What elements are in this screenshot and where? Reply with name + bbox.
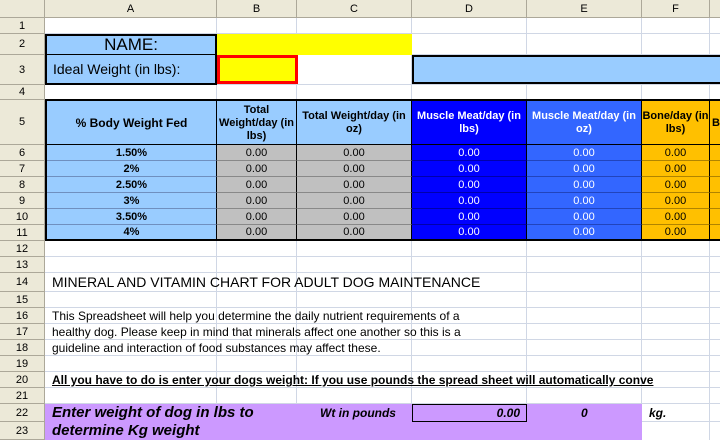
- row-header-7[interactable]: 7: [0, 161, 45, 177]
- bone-lbs-cell[interactable]: 0.00: [642, 161, 710, 177]
- total-oz-cell[interactable]: 0.00: [297, 161, 412, 177]
- row-header-19[interactable]: 19: [0, 356, 45, 372]
- header-muscle-meat-oz[interactable]: Muscle Meat/day (in oz): [527, 101, 642, 145]
- muscle-lbs-cell[interactable]: 0.00: [412, 161, 527, 177]
- ideal-weight-label: Ideal Weight (in lbs):: [53, 61, 181, 77]
- total-lbs-cell[interactable]: 0.00: [217, 193, 297, 209]
- total-oz-cell[interactable]: 0.00: [297, 209, 412, 225]
- instruction-text[interactable]: All you have to do is enter your dogs weight: If you use pounds the spread sheet will automatically conve: [52, 373, 654, 387]
- percent-cell[interactable]: 2.50%: [47, 177, 217, 193]
- ideal-weight-input-cell[interactable]: [217, 55, 298, 84]
- total-lbs-cell[interactable]: 0.00: [217, 225, 297, 239]
- muscle-oz-cell[interactable]: 0.00: [527, 193, 642, 209]
- header-percent-body-weight[interactable]: % Body Weight Fed: [47, 101, 217, 145]
- table-row: [47, 145, 720, 161]
- header-next-partial[interactable]: B: [710, 101, 720, 145]
- row-header-2[interactable]: 2: [0, 34, 45, 55]
- converter-line-1[interactable]: Enter weight of dog in lbs to: [52, 404, 254, 421]
- total-lbs-cell[interactable]: 0.00: [217, 145, 297, 161]
- percent-cell[interactable]: 3.50%: [47, 209, 217, 225]
- row-header-14[interactable]: 14: [0, 273, 45, 292]
- row-header-18[interactable]: 18: [0, 340, 45, 356]
- percent-cell[interactable]: 2%: [47, 161, 217, 177]
- column-header-c[interactable]: C: [297, 0, 412, 18]
- description-line-3[interactable]: guideline and interaction of food substances may affect these.: [52, 341, 381, 355]
- table-row: [47, 209, 720, 225]
- wt-in-pounds-label: Wt in pounds: [320, 406, 396, 420]
- row-header-4[interactable]: 4: [0, 85, 45, 100]
- muscle-lbs-cell[interactable]: 0.00: [412, 193, 527, 209]
- muscle-oz-cell[interactable]: 0.00: [527, 161, 642, 177]
- column-header-a[interactable]: A: [45, 0, 217, 18]
- kg-label: kg.: [649, 406, 667, 420]
- row-header-9[interactable]: 9: [0, 193, 45, 209]
- column-header-b[interactable]: B: [217, 0, 297, 18]
- row-header-1[interactable]: 1: [0, 18, 45, 34]
- bone-lbs-cell[interactable]: 0.00: [642, 177, 710, 193]
- header-bone-lbs[interactable]: Bone/day (in lbs): [642, 101, 710, 145]
- ideal-weight-label-cell[interactable]: [45, 55, 217, 85]
- converter-line-2[interactable]: determine Kg weight: [52, 422, 200, 439]
- total-oz-cell[interactable]: 0.00: [297, 145, 412, 161]
- partial-cell[interactable]: [710, 225, 720, 239]
- row-header-13[interactable]: 13: [0, 257, 45, 273]
- table-row: [47, 225, 720, 239]
- table-row: [47, 193, 720, 209]
- percent-cell[interactable]: 1.50%: [47, 145, 217, 161]
- percent-cell[interactable]: 4%: [47, 225, 217, 239]
- partial-cell[interactable]: [710, 177, 720, 193]
- chart-title[interactable]: MINERAL AND VITAMIN CHART FOR ADULT DOG MAINTENANCE: [52, 274, 481, 290]
- table-row: [47, 177, 720, 193]
- row-header-6[interactable]: 6: [0, 145, 45, 161]
- total-oz-cell[interactable]: 0.00: [297, 177, 412, 193]
- header-total-weight-oz[interactable]: Total Weight/day (in oz): [297, 101, 412, 145]
- bone-lbs-cell[interactable]: 0.00: [642, 145, 710, 161]
- total-lbs-cell[interactable]: 0.00: [217, 177, 297, 193]
- name-label-cell[interactable]: [45, 34, 217, 55]
- muscle-lbs-cell[interactable]: 0.00: [412, 225, 527, 239]
- muscle-oz-cell[interactable]: 0.00: [527, 209, 642, 225]
- total-lbs-cell[interactable]: 0.00: [217, 209, 297, 225]
- column-header-g[interactable]: [710, 0, 720, 18]
- description-line-1[interactable]: This Spreadsheet will help you determine the daily nutrient requirements of a: [52, 309, 460, 323]
- muscle-lbs-cell[interactable]: 0.00: [412, 209, 527, 225]
- select-all-corner[interactable]: [0, 0, 45, 18]
- muscle-lbs-cell[interactable]: 0.00: [412, 145, 527, 161]
- description-line-2[interactable]: healthy dog. Please keep in mind that minerals affect one another so this is a: [52, 325, 461, 339]
- row-header-8[interactable]: 8: [0, 177, 45, 193]
- bone-lbs-cell[interactable]: 0.00: [642, 209, 710, 225]
- kg-value[interactable]: 0: [581, 406, 588, 420]
- row-header-5[interactable]: 5: [0, 100, 45, 145]
- bone-lbs-cell[interactable]: 0.00: [642, 193, 710, 209]
- partial-cell[interactable]: [710, 145, 720, 161]
- row-header-12[interactable]: 12: [0, 241, 45, 257]
- name-input-cell[interactable]: [217, 34, 412, 55]
- row-header-17[interactable]: 17: [0, 324, 45, 340]
- name-display-box: [412, 55, 720, 84]
- total-oz-cell[interactable]: 0.00: [297, 225, 412, 239]
- row-header-15[interactable]: 15: [0, 292, 45, 308]
- partial-cell[interactable]: [710, 193, 720, 209]
- row-header-21[interactable]: 21: [0, 388, 45, 404]
- percent-cell[interactable]: 3%: [47, 193, 217, 209]
- name-label: NAME:: [104, 35, 158, 54]
- column-header-f[interactable]: F: [642, 0, 710, 18]
- header-total-weight-lbs[interactable]: Total Weight/day (in lbs): [217, 101, 297, 145]
- row-header-10[interactable]: 10: [0, 209, 45, 225]
- total-oz-cell[interactable]: 0.00: [297, 193, 412, 209]
- muscle-lbs-cell[interactable]: 0.00: [412, 177, 527, 193]
- table-row: [47, 161, 720, 177]
- row-header-3[interactable]: 3: [0, 55, 45, 85]
- partial-cell[interactable]: [710, 209, 720, 225]
- column-header-d[interactable]: D: [412, 0, 527, 18]
- column-header-e[interactable]: E: [527, 0, 642, 18]
- partial-cell[interactable]: [710, 161, 720, 177]
- header-muscle-meat-lbs[interactable]: Muscle Meat/day (in lbs): [412, 101, 527, 145]
- bone-lbs-cell[interactable]: 0.00: [642, 225, 710, 239]
- muscle-oz-cell[interactable]: 0.00: [527, 145, 642, 161]
- muscle-oz-cell[interactable]: 0.00: [527, 177, 642, 193]
- row-header-20[interactable]: 20: [0, 372, 45, 388]
- table-body: [47, 145, 720, 239]
- row-header-22[interactable]: 22: [0, 404, 45, 422]
- row-header-23[interactable]: 23: [0, 422, 45, 440]
- row-header-11[interactable]: 11: [0, 225, 45, 241]
- wt-pounds-input[interactable]: 0.00: [412, 404, 527, 422]
- muscle-oz-cell[interactable]: 0.00: [527, 225, 642, 239]
- row-header-16[interactable]: 16: [0, 308, 45, 324]
- total-lbs-cell[interactable]: 0.00: [217, 161, 297, 177]
